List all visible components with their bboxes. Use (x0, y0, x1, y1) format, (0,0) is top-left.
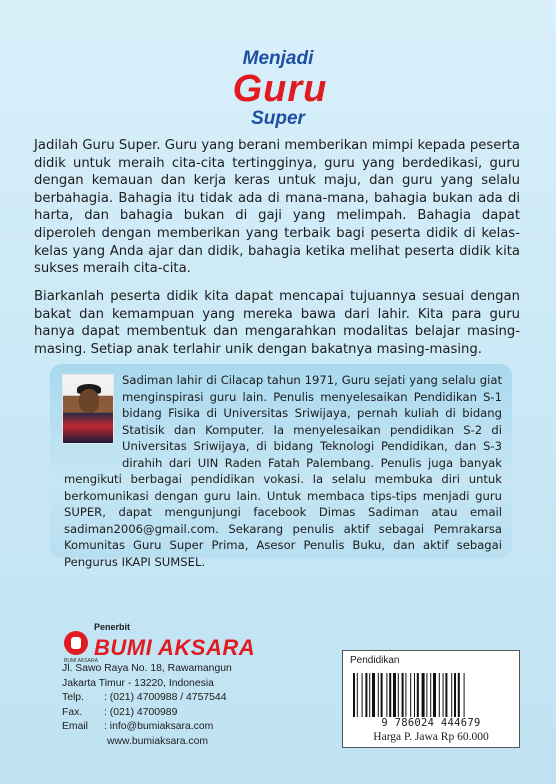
blurb-paragraph-1: Jadilah Guru Super. Guru yang berani memberikan mimpi kepada peserta didik untuk meraih cita-cita tertingginya, guru yang berdedikasi, guru dengan kemauan dan kerja keras untuk maju, dan guru yang selalu berbahagia. Bahagia itu tidak ada di mana-mana, bahagia bukan ada di harta, dan bahagia bukan di gaji yang melimpah. Bahagia dapat diperoleh dengan memberikan yang terbaik bagi peserta didik di kelas-kelas yang Anda ajar dan didik, bahagia ketika melihat peserta didik kita sukses meraih cita-cita. (34, 138, 520, 277)
barcode-bar (430, 673, 431, 717)
barcode-bar (386, 673, 387, 717)
barcode-bar (451, 673, 452, 717)
barcode-bar (393, 673, 396, 717)
barcode-bar (381, 673, 383, 717)
address-line-2: Jakarta Timur - 13220, Indonesia (62, 677, 214, 689)
barcode-bar (445, 673, 447, 717)
barcode-bar (372, 673, 375, 717)
fax-value: : (021) 4700989 (104, 706, 178, 718)
author-bio-container (64, 372, 502, 570)
title-main: Guru (232, 68, 328, 110)
email-label: Email (62, 721, 88, 732)
barcode-bar (369, 673, 370, 717)
barcode-bar (426, 673, 427, 717)
fax-row (62, 706, 232, 721)
publisher-label: Penerbit (94, 622, 131, 632)
barcode-bar (417, 673, 419, 717)
email-value: : info@bumiaksara.com (104, 721, 214, 732)
publisher-address (62, 662, 232, 749)
barcode-bar (402, 673, 404, 717)
fax-label: Fax. (62, 706, 83, 718)
address-line-1: Jl. Sawo Raya No. 18, Rawamangun (62, 663, 232, 674)
barcode-bar (433, 673, 436, 717)
telp-label: Telp. (62, 692, 84, 703)
barcode-bar (458, 673, 460, 717)
barcode-bar (353, 673, 355, 717)
author-bio: Sadiman lahir di Cilacap tahun 1971, Guru sejati yang selalu giat menginspirasi guru lain. Penulis menyelesaikan Pendidikan S-1 bidang Fisika di Universitas Sriwijaya, pernah kuliah di bidang Statisik dan Komputer. Ia menyelesaikan pendidikan S-2 di Universitas Sriwijaya, di bidang Teknologi Pendidikan, dan S-3 dirahih dari UIN Raden Fatah Palembang. Penulis juga banyak mengikuti berbagai pendidikan vokasi. Ia selalu membuka diri untuk berkomunikasi dengan guru lain. Untuk membaca tips-tips menjadi guru SUPER, dapat mengunjungi facebook Dimas Sadiman atau email sadiman2006@gmail.com. Sekarang penulis aktif sebagai Pemrakarsa Komunitas Guru Super Prima, Asesor Penulis Buku, dan aktif sebagai Pengurus IKAPI SUMSEL. (64, 373, 502, 569)
barcode-bar (365, 673, 367, 717)
author-box (50, 364, 512, 569)
barcode-category: Pendidikan (350, 655, 400, 666)
price: Harga P. Jawa Rp 60.000 (373, 731, 489, 743)
website: www.bumiaksara.com (107, 735, 209, 747)
barcode-bar (378, 673, 379, 717)
barcode-bar (414, 673, 415, 717)
title-top: Menjadi (242, 48, 314, 69)
barcode-bar (362, 673, 363, 717)
barcode-bar (443, 673, 444, 717)
book-title (0, 48, 556, 130)
email-row (62, 720, 232, 735)
blurb-paragraph-2: Biarkanlah peserta didik kita dapat mencapai tujuannya sesuai dengan bakat dan kemampuan yang mereka bawa dari lahir. Kita para guru hanya dapat membentuk dan mengarahkan modalitas belajar masing-masing. Setiap anak terlahir unik dengan bakatnya masing-masing. (34, 289, 520, 357)
barcode-bar (405, 673, 406, 717)
barcode-bar (398, 673, 399, 717)
barcode-box (342, 650, 520, 748)
telp-value: : (021) 4700988 / 4757544 (104, 692, 227, 703)
barcode-bar (464, 673, 465, 717)
publisher-logo-icon (64, 631, 88, 655)
isbn-number: 9 786024 444679 (381, 717, 481, 729)
barcode-bar (389, 673, 391, 717)
barcode-icon (351, 673, 511, 717)
barcode-bar (454, 673, 456, 717)
barcode-bar (410, 673, 411, 717)
publisher-name: BUMI AKSARA (94, 635, 256, 660)
barcode-bar (357, 673, 358, 717)
publisher-logo-small-text: BUMI AKSARA (64, 658, 98, 664)
title-bottom: Super (251, 108, 305, 129)
telp-row (62, 691, 232, 706)
barcode-bar (422, 673, 425, 717)
barcode-bar (439, 673, 440, 717)
